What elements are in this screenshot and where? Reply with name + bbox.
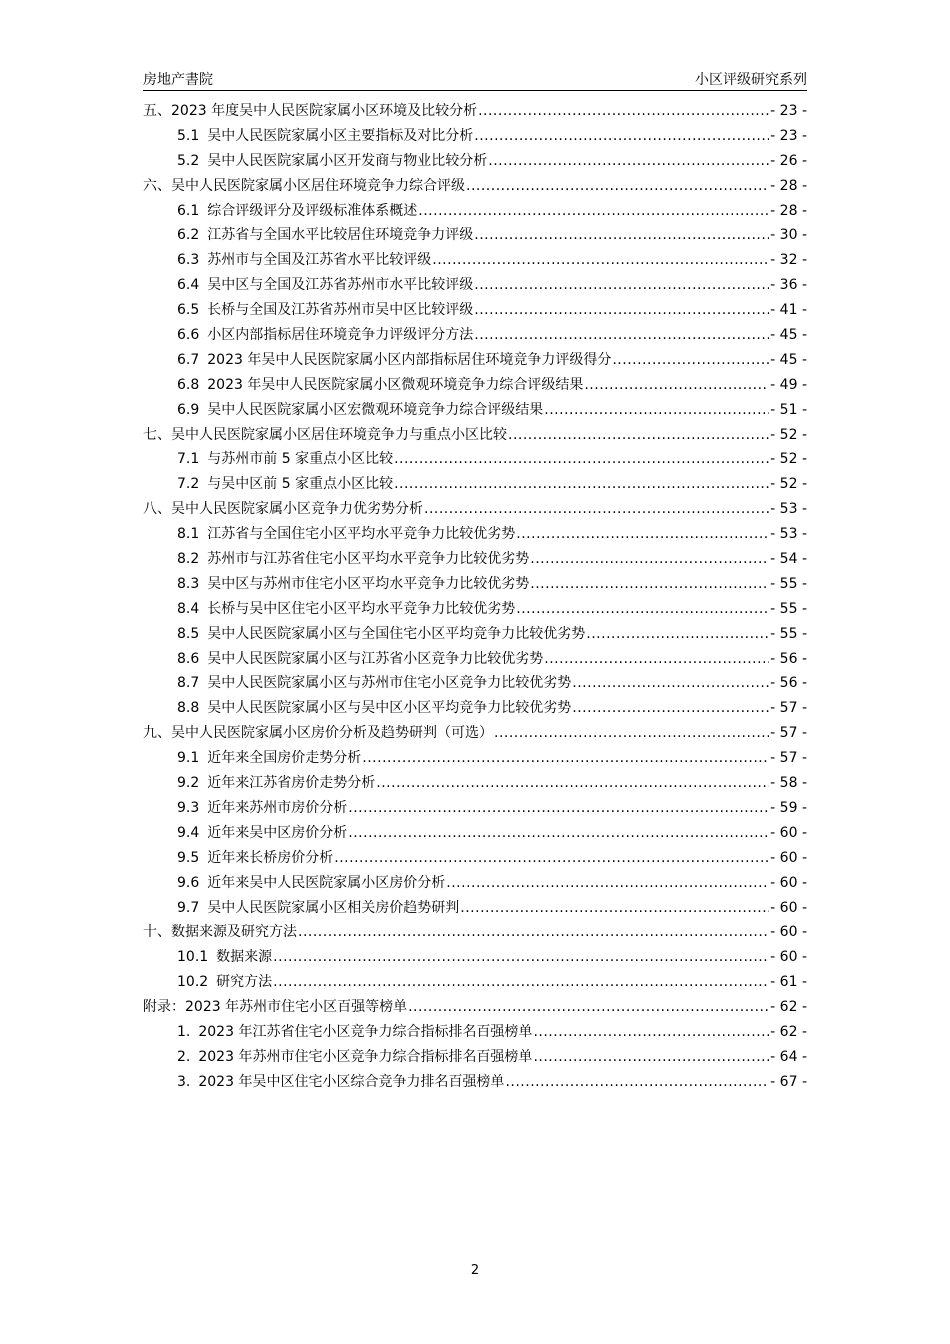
- toc-entry-title: 吴中人民医院家属小区与吴中区小区平均竞争力比较优劣势: [207, 700, 572, 717]
- header-series-title: 小区评级研究系列: [695, 72, 807, 88]
- toc-entry[interactable]: [143, 746, 807, 771]
- toc-entry[interactable]: [143, 871, 807, 896]
- toc-entry-title: 五、2023 年度吴中人民医院家属小区环境及比较分析: [143, 103, 478, 119]
- toc-entry[interactable]: [143, 423, 807, 448]
- toc-entry-number: 6.8: [177, 376, 200, 393]
- toc-dot-leader: [612, 348, 769, 373]
- toc-entry[interactable]: [143, 124, 807, 149]
- toc-dot-leader: [488, 149, 769, 174]
- toc-entry-number: 6.5: [177, 302, 200, 319]
- toc-entry-title: 九、吴中人民医院家属小区房价分析及趋势研判（可选）: [143, 725, 493, 742]
- toc-entry-title: 近年来全国房价走势分析: [207, 750, 362, 767]
- toc-entry-title: 研究方法: [216, 974, 273, 991]
- toc-entry-title: 长桥与吴中区住宅小区平均水平竞争力比较优劣势: [207, 600, 516, 617]
- toc-entry-page: - 52 -: [770, 476, 807, 493]
- page-number: 2: [470, 1263, 480, 1278]
- toc-dot-leader: [408, 995, 769, 1020]
- toc-entry-title: 吴中人民医院家属小区开发商与物业比较分析: [207, 152, 488, 169]
- toc-dot-leader: [544, 398, 769, 423]
- toc-dot-leader: [516, 522, 769, 547]
- toc-entry[interactable]: [143, 149, 807, 174]
- toc-entry-number: 8.7: [177, 675, 200, 692]
- toc-entry[interactable]: [143, 223, 807, 248]
- toc-entry-title: 苏州市与全国及江苏省水平比较评级: [207, 252, 432, 269]
- toc-entry-page: - 28 -: [770, 177, 807, 194]
- toc-entry-page: - 60 -: [770, 824, 807, 841]
- toc-entry-page: - 30 -: [770, 227, 807, 244]
- toc-entry[interactable]: [143, 447, 807, 472]
- toc-dot-leader: [474, 273, 769, 298]
- toc-entry[interactable]: [143, 273, 807, 298]
- toc-entry-number: 10.2: [177, 974, 209, 991]
- toc-entry-title: 2023 年吴中区住宅小区综合竞争力排名百强榜单: [198, 1073, 505, 1090]
- toc-entry[interactable]: [143, 497, 807, 522]
- toc-entry-title: 吴中人民医院家属小区与苏州市住宅小区竞争力比较优劣势: [207, 675, 572, 692]
- toc-entry-title: 近年来江苏省房价走势分析: [207, 775, 376, 792]
- toc-entry-page: - 23 -: [770, 127, 807, 144]
- toc-dot-leader: [466, 174, 769, 199]
- toc-entry-number: 9.5: [177, 849, 200, 866]
- toc-entry[interactable]: [143, 920, 807, 945]
- toc-entry[interactable]: [143, 796, 807, 821]
- toc-entry-page: - 60 -: [770, 949, 807, 966]
- toc-dot-leader: [572, 671, 769, 696]
- toc-dot-leader: [474, 298, 769, 323]
- toc-entry-title: 十、数据来源及研究方法: [143, 924, 297, 941]
- toc-entry-page: - 55 -: [770, 625, 807, 642]
- toc-entry-title: 吴中人民医院家属小区相关房价趋势研判: [207, 899, 460, 916]
- toc-entry-number: 2.: [177, 1048, 191, 1065]
- toc-entry[interactable]: [143, 896, 807, 921]
- toc-entry[interactable]: [143, 547, 807, 572]
- toc-entry-number: 9.1: [177, 750, 200, 767]
- toc-dot-leader: [533, 1045, 769, 1070]
- toc-entry-title: 六、吴中人民医院家属小区居住环境竞争力综合评级: [143, 177, 465, 194]
- toc-entry[interactable]: [143, 1045, 807, 1070]
- toc-entry-title: 吴中人民医院家属小区与全国住宅小区平均竞争力比较优劣势: [207, 625, 586, 642]
- toc-dot-leader: [544, 647, 769, 672]
- toc-dot-leader: [572, 696, 769, 721]
- toc-entry-page: - 62 -: [770, 999, 807, 1016]
- toc-dot-leader: [533, 1020, 769, 1045]
- toc-entry-page: - 60 -: [770, 874, 807, 891]
- toc-dot-leader: [474, 124, 769, 149]
- toc-entry-page: - 26 -: [770, 152, 807, 169]
- toc-entry[interactable]: [143, 671, 807, 696]
- toc-dot-leader: [298, 920, 769, 945]
- toc-entry-page: - 45 -: [770, 327, 807, 344]
- toc-entry-title: 七、吴中人民医院家属小区居住环境竞争力与重点小区比较: [143, 426, 507, 443]
- toc-dot-leader: [446, 871, 769, 896]
- toc-entry-title: 附录：2023 年苏州市住宅小区百强等榜单: [143, 999, 408, 1016]
- toc-entry-title: 吴中区与全国及江苏省苏州市水平比较评级: [207, 277, 474, 294]
- toc-entry-number: 9.7: [177, 899, 200, 916]
- toc-entry-page: - 55 -: [770, 600, 807, 617]
- toc-entry-page: - 60 -: [770, 924, 807, 941]
- toc-entry-page: - 56 -: [770, 650, 807, 667]
- toc-entry[interactable]: [143, 348, 807, 373]
- toc-entry[interactable]: [143, 298, 807, 323]
- toc-entry-page: - 41 -: [770, 302, 807, 319]
- toc-entry[interactable]: [143, 1070, 807, 1095]
- toc-entry[interactable]: [143, 970, 807, 995]
- toc-entry-number: 1.: [177, 1023, 191, 1040]
- toc-entry-number: 8.3: [177, 575, 200, 592]
- toc-dot-leader: [348, 821, 769, 846]
- toc-dot-leader: [505, 1070, 769, 1095]
- toc-entry-number: 9.2: [177, 775, 200, 792]
- toc-entry[interactable]: [143, 373, 807, 398]
- toc-entry-title: 2023 年江苏省住宅小区竞争力综合指标排名百强榜单: [198, 1023, 533, 1040]
- page-header: [143, 66, 807, 91]
- toc-entry[interactable]: [143, 945, 807, 970]
- toc-entry-page: - 60 -: [770, 849, 807, 866]
- toc-dot-leader: [508, 423, 769, 448]
- toc-entry-page: - 54 -: [770, 551, 807, 568]
- toc-entry-number: 9.3: [177, 799, 200, 816]
- toc-entry-title: 苏州市与江苏省住宅小区平均水平竞争力比较优劣势: [207, 551, 530, 568]
- toc-dot-leader: [474, 223, 769, 248]
- toc-entry-number: 10.1: [177, 949, 209, 966]
- toc-entry-number: 7.1: [177, 451, 200, 468]
- toc-entry-page: - 57 -: [770, 750, 807, 767]
- toc-dot-leader: [516, 597, 769, 622]
- toc-entry-page: - 56 -: [770, 675, 807, 692]
- toc-dot-leader: [376, 771, 769, 796]
- toc-entry[interactable]: [143, 174, 807, 199]
- toc-entry[interactable]: [143, 721, 807, 746]
- toc-entry-title: 数据来源: [216, 949, 273, 966]
- toc-entry-number: 6.9: [177, 401, 200, 418]
- toc-entry[interactable]: [143, 821, 807, 846]
- toc-entry-page: - 52 -: [770, 426, 807, 443]
- toc-entry-title: 近年来吴中区房价分析: [207, 824, 348, 841]
- toc-entry[interactable]: [143, 622, 807, 647]
- toc-entry-number: 7.2: [177, 476, 200, 493]
- toc-entry-page: - 51 -: [770, 401, 807, 418]
- toc-entry-page: - 36 -: [770, 277, 807, 294]
- toc-entry-page: - 53 -: [770, 526, 807, 543]
- toc-entry-title: 近年来苏州市房价分析: [207, 799, 348, 816]
- toc-dot-leader: [394, 447, 769, 472]
- toc-dot-leader: [432, 248, 769, 273]
- toc-entry-title: 近年来长桥房价分析: [207, 849, 334, 866]
- toc-entry[interactable]: [143, 846, 807, 871]
- toc-entry-title: 与吴中区前 5 家重点小区比较: [207, 476, 394, 493]
- toc-entry-number: 8.6: [177, 650, 200, 667]
- toc-entry-page: - 23 -: [770, 103, 807, 119]
- toc-entry[interactable]: [143, 398, 807, 423]
- toc-entry-number: 8.5: [177, 625, 200, 642]
- toc-dot-leader: [273, 970, 769, 995]
- table-of-contents: [143, 99, 807, 1095]
- toc-entry-number: 3.: [177, 1073, 191, 1090]
- toc-entry-number: 6.4: [177, 277, 200, 294]
- toc-entry-title: 吴中人民医院家属小区宏微观环境竞争力综合评级结果: [207, 401, 544, 418]
- toc-entry-title: 吴中人民医院家属小区与江苏省小区竞争力比较优劣势: [207, 650, 544, 667]
- toc-entry[interactable]: [143, 199, 807, 224]
- toc-entry-title: 江苏省与全国水平比较居住环境竞争力评级: [207, 227, 474, 244]
- toc-entry[interactable]: [143, 771, 807, 796]
- toc-dot-leader: [530, 547, 769, 572]
- toc-entry-title: 2023 年吴中人民医院家属小区微观环境竞争力综合评级结果: [207, 376, 584, 393]
- toc-entry-title: 2023 年吴中人民医院家属小区内部指标居住环境竞争力评级得分: [207, 351, 612, 368]
- toc-dot-leader: [424, 497, 769, 522]
- toc-entry-page: - 28 -: [770, 202, 807, 219]
- toc-entry-page: - 45 -: [770, 351, 807, 368]
- toc-entry-number: 5.1: [177, 127, 200, 144]
- toc-entry-page: - 67 -: [770, 1073, 807, 1090]
- toc-entry-number: 8.1: [177, 526, 200, 543]
- toc-entry-page: - 52 -: [770, 451, 807, 468]
- toc-entry-page: - 49 -: [770, 376, 807, 393]
- toc-entry-number: 6.6: [177, 327, 200, 344]
- toc-entry-title: 2023 年苏州市住宅小区竞争力综合指标排名百强榜单: [198, 1048, 533, 1065]
- toc-entry-page: - 55 -: [770, 575, 807, 592]
- toc-entry-page: - 53 -: [770, 501, 807, 518]
- toc-dot-leader: [273, 945, 769, 970]
- toc-entry[interactable]: [143, 647, 807, 672]
- toc-dot-leader: [362, 746, 769, 771]
- toc-dot-leader: [334, 846, 769, 871]
- toc-entry-title: 吴中区与苏州市住宅小区平均水平竞争力比较优劣势: [207, 575, 530, 592]
- toc-entry-page: - 60 -: [770, 899, 807, 916]
- toc-entry-page: - 62 -: [770, 1023, 807, 1040]
- toc-entry[interactable]: [143, 572, 807, 597]
- toc-entry[interactable]: [143, 995, 807, 1020]
- toc-entry-number: 9.6: [177, 874, 200, 891]
- toc-dot-leader: [494, 721, 769, 746]
- toc-entry-title: 与苏州市前 5 家重点小区比较: [207, 451, 394, 468]
- toc-dot-leader: [584, 373, 769, 398]
- toc-entry-page: - 58 -: [770, 775, 807, 792]
- toc-entry[interactable]: [143, 1020, 807, 1045]
- toc-entry-number: 6.3: [177, 252, 200, 269]
- toc-dot-leader: [586, 622, 769, 647]
- toc-entry-title: 近年来吴中人民医院家属小区房价分析: [207, 874, 446, 891]
- toc-entry[interactable]: [143, 323, 807, 348]
- toc-entry-title: 长桥与全国及江苏省苏州市吴中区比较评级: [207, 302, 474, 319]
- toc-entry-number: 8.4: [177, 600, 200, 617]
- toc-entry-title: 吴中人民医院家属小区主要指标及对比分析: [207, 127, 474, 144]
- toc-entry[interactable]: [143, 472, 807, 497]
- toc-dot-leader: [460, 896, 769, 921]
- toc-entry-number: 5.2: [177, 152, 200, 169]
- toc-entry[interactable]: [143, 696, 807, 721]
- toc-entry-title: 小区内部指标居住环境竞争力评级评分方法: [207, 327, 474, 344]
- toc-entry-page: - 64 -: [770, 1048, 807, 1065]
- toc-entry-number: 6.2: [177, 227, 200, 244]
- toc-entry-number: 8.8: [177, 700, 200, 717]
- toc-entry[interactable]: [143, 248, 807, 273]
- toc-entry-title: 综合评级评分及评级标准体系概述: [207, 202, 418, 219]
- toc-dot-leader: [394, 472, 769, 497]
- toc-entry-number: 6.7: [177, 351, 200, 368]
- toc-entry-page: - 57 -: [770, 725, 807, 742]
- toc-dot-leader: [478, 99, 769, 124]
- toc-entry-number: 8.2: [177, 551, 200, 568]
- toc-entry-page: - 57 -: [770, 700, 807, 717]
- toc-dot-leader: [348, 796, 769, 821]
- toc-entry-title: 江苏省与全国住宅小区平均水平竞争力比较优劣势: [207, 526, 516, 543]
- toc-entry-page: - 61 -: [770, 974, 807, 991]
- toc-entry[interactable]: [143, 522, 807, 547]
- toc-dot-leader: [474, 323, 769, 348]
- toc-entry-page: - 32 -: [770, 252, 807, 269]
- toc-entry-page: - 59 -: [770, 799, 807, 816]
- toc-entry-number: 6.1: [177, 202, 200, 219]
- toc-entry[interactable]: [143, 597, 807, 622]
- toc-dot-leader: [418, 199, 769, 224]
- header-publisher: 房地产書院: [143, 72, 213, 88]
- toc-dot-leader: [530, 572, 769, 597]
- toc-entry[interactable]: [143, 99, 807, 124]
- toc-entry-number: 9.4: [177, 824, 200, 841]
- toc-entry-title: 八、吴中人民医院家属小区竞争力优劣势分析: [143, 501, 423, 518]
